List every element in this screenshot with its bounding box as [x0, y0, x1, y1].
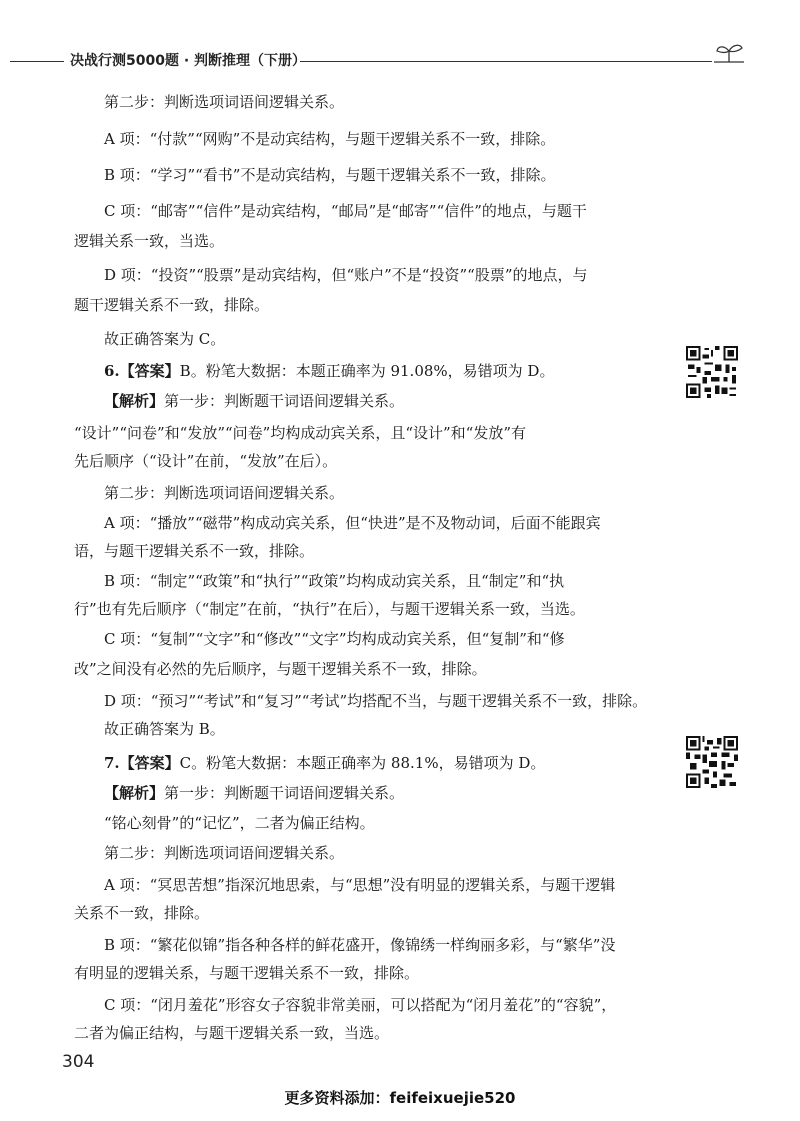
body-line: B 项：“制定”“政策”和“执行”“政策”均构成动宾关系，且“制定”和“执: [104, 572, 565, 590]
body-line: A 项：“冥思苦想”指深沉地思索，与“思想”没有明显的逻辑关系，与题干逻辑: [104, 876, 616, 894]
body-line: “设计”“问卷”和“发放”“问卷”均构成动宾关系，且“设计”和“发放”有: [74, 424, 527, 442]
body-line: 有明显的逻辑关系，与题干逻辑关系不一致，排除。: [74, 964, 420, 982]
body-line: 行”也有先后顺序（“制定”在前，“执行”在后），与题干逻辑关系一致，当选。: [74, 600, 585, 618]
body-line: 二者为偏正结构，与题干逻辑关系一致，当选。: [74, 1024, 390, 1042]
body-line: 第二步：判断选项词语间逻辑关系。: [104, 484, 345, 502]
body-line: 题干逻辑关系不一致，排除。: [74, 296, 270, 314]
header-title: 决战行测5000题 · 判断推理（下册）: [70, 53, 307, 69]
body-line: C 项：“邮寄”“信件”是动宾结构，“邮局”是“邮寄”“信件”的地点，与题干: [104, 202, 587, 220]
body-line: 改”之间没有必然的先后顺序，与题干逻辑关系不一致，排除。: [74, 660, 487, 678]
answer-line: 6.【答案】B。粉笔大数据：本题正确率为 91.08%，易错项为 D。: [104, 362, 555, 380]
analysis-line: 【解析】第一步：判断题干词语间逻辑关系。: [104, 784, 405, 802]
body-line: A 项：“播放”“磁带”构成动宾关系，但“快进”是不及物动词，后面不能跟宾: [104, 514, 601, 532]
body-line: “铭心刻骨”的“记忆”，二者为偏正结构。: [104, 814, 375, 832]
header-rule-right: [300, 61, 712, 62]
analysis-line: 【解析】第一步：判断题干词语间逻辑关系。: [104, 392, 405, 410]
body-line: B 项：“繁花似锦”指各种各样的鲜花盛开，像锦绣一样绚丽多彩，与“繁华”没: [104, 936, 616, 954]
tag-label: 【解析】: [104, 392, 165, 410]
body-line: A 项：“付款”“网购”不是动宾结构，与题干逻辑关系不一致，排除。: [104, 130, 556, 148]
qr-code-icon: [686, 346, 738, 398]
answer-line: 7.【答案】C。粉笔大数据：本题正确率为 88.1%，易错项为 D。: [104, 754, 546, 772]
tag-label: 6.【答案】: [104, 362, 180, 380]
footer-note: 更多资料添加：feifeixuejie520: [284, 1089, 516, 1107]
body-line: 第二步：判断选项词语间逻辑关系。: [104, 844, 345, 862]
body-line: B 项：“学习”“看书”不是动宾结构，与题干逻辑关系不一致，排除。: [104, 166, 556, 184]
body-line: 先后顺序（“设计”在前，“发放”在后）。: [74, 452, 338, 470]
page-number: 304: [62, 1052, 95, 1072]
body-line: 关系不一致，排除。: [74, 904, 210, 922]
body-line: 逻辑关系一致，当选。: [74, 232, 225, 250]
tag-label: 【解析】: [104, 784, 165, 802]
body-line: 第二步：判断选项词语间逻辑关系。: [104, 93, 345, 111]
body-line: C 项：“复制”“文字”和“修改”“文字”均构成动宾关系，但“复制”和“修: [104, 630, 565, 648]
body-line: D 项：“预习”“考试”和“复习”“考试”均搭配不当，与题干逻辑关系不一致，排除。: [104, 692, 648, 710]
body-line: 故正确答案为 B。: [104, 720, 225, 738]
body-line: 故正确答案为 C。: [104, 330, 226, 348]
sprout-icon: [712, 42, 746, 66]
header-rule-left: [10, 61, 64, 62]
qr-code-icon: [686, 736, 738, 788]
body-line: C 项：“闭月羞花”形容女子容貌非常美丽，可以搭配为“闭月羞花”的“容貌”，: [104, 996, 617, 1014]
body-line: 语，与题干逻辑关系不一致，排除。: [74, 542, 315, 560]
tag-label: 7.【答案】: [104, 754, 180, 772]
body-line: D 项：“投资”“股票”是动宾结构，但“账户”不是“投资”“股票”的地点，与: [104, 266, 588, 284]
